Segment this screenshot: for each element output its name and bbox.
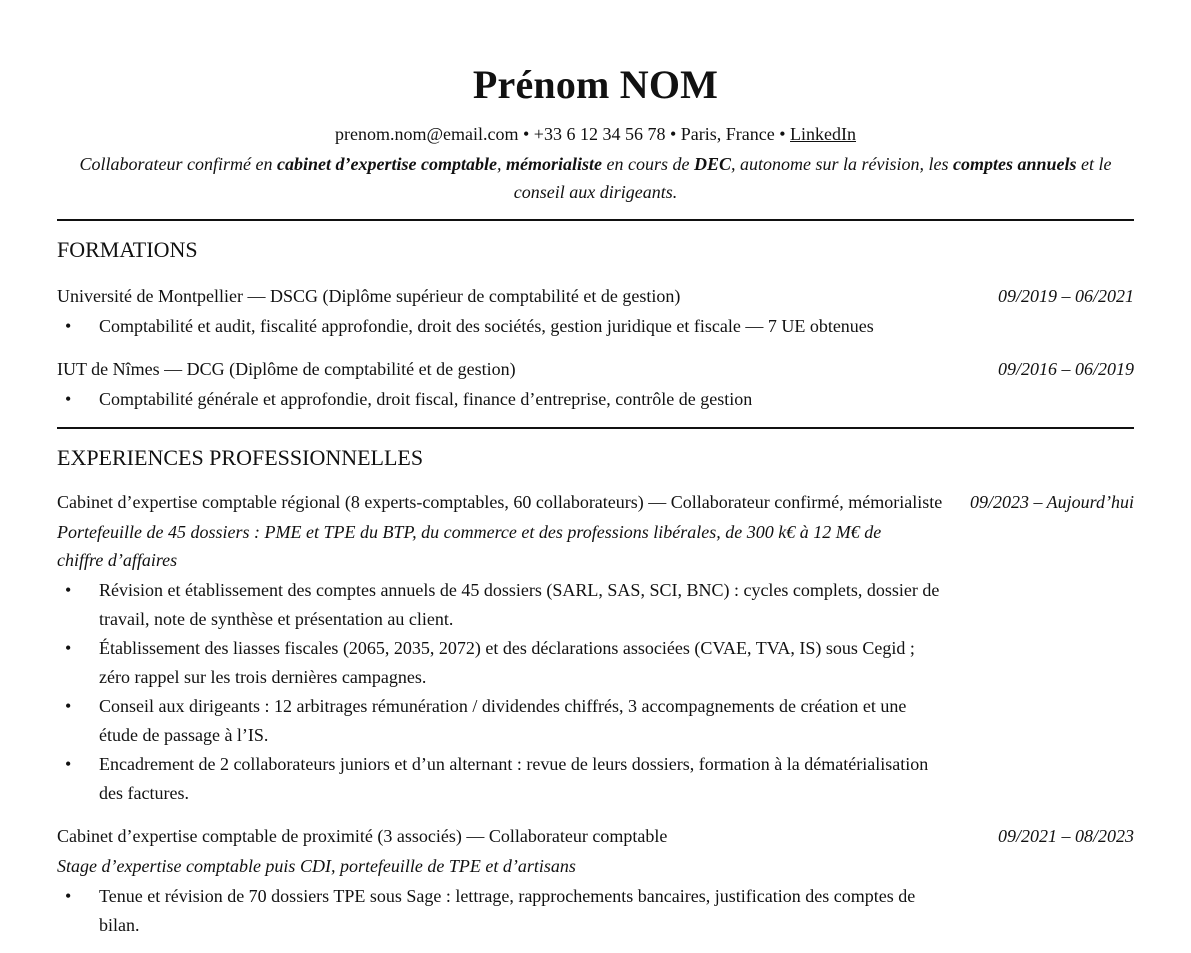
entry-title: Cabinet d’expertise comptable de proximité (3 associés) — Collaborateur comptable [57,826,668,846]
experience-entry [57,488,1134,808]
entry-title: Université de Montpellier — DSCG (Diplôme supérieur de comptabilité et de gestion) [57,286,681,306]
candidate-name: Prénom NOM [472,62,719,107]
tagline-part: , [496,154,506,174]
entry-header [57,822,1134,850]
tagline-highlight: comptes annuels [952,154,1077,174]
entry-date: 09/2023 – Aujourd’hui [969,492,1134,512]
section-divider [57,219,1134,221]
resume-page [57,0,1134,940]
bullet-item: • Tenue et révision de 70 dossiers TPE sous Sage : lettrage, rapprochements bancaires, justification des comptes de bilan. [57,882,944,940]
formations-list [57,282,1134,414]
tagline-highlight: cabinet d’expertise comptable [277,154,497,174]
entry-title: IUT de Nîmes — DCG (Diplôme de comptabilité et de gestion) [57,359,516,379]
entry-date: 09/2016 – 06/2019 [997,359,1134,379]
bullet-item: • Comptabilité et audit, fiscalité approfondie, droit des sociétés, gestion juridique et fiscale — 7 UE obtenues [57,312,1004,341]
entry-bullets [57,312,1134,341]
entry-bullets [57,385,1134,414]
bullet-item: • Encadrement de 2 collaborateurs juniors et d’un alternant : revue de leurs dossiers, formation à la dématérialisation des factures. [57,750,944,808]
experiences-list [57,488,1134,940]
entry-date: 09/2021 – 08/2023 [997,826,1134,846]
bullet-item: • Révision et établissement des comptes annuels de 45 dossiers (SARL, SAS, SCI, BNC) : cycles complets, dossier de travail, note de synthèse et présentation au client. [57,576,944,634]
entry-subtitle: Stage d’expertise comptable puis CDI, portefeuille de TPE et d’artisans [57,856,576,876]
entry-header [57,282,1134,310]
entry-bullets [57,576,1134,808]
tagline-part: en cours de [601,154,694,174]
tagline-highlight: mémorialiste [505,154,602,174]
contact-line [57,122,1134,146]
bullet-item: • Comptabilité générale et approfondie, droit fiscal, finance d’entreprise, contrôle de gestion [57,385,1004,414]
entry-header [57,355,1134,383]
tagline-part: , autonome sur la révision, les [730,154,953,174]
section-title-formations: FORMATIONS [57,237,198,262]
tagline-part: et le conseil aux dirigeants. [513,154,1112,202]
entry-date: 09/2019 – 06/2021 [997,286,1134,306]
profile-tagline [57,150,1134,206]
formation-entry [57,355,1134,414]
entry-header [57,488,1134,516]
section-title-experiences: EXPERIENCES PROFESSIONNELLES [57,445,424,470]
tagline-part: Collaborateur confirmé en [79,154,278,174]
entry-title: Cabinet d’expertise comptable régional (8 experts-comptables, 60 collaborateurs) — Collaborateur confirmé, mémorialiste [57,492,943,512]
formation-entry [57,282,1134,341]
tagline-highlight: DEC [693,154,731,174]
entry-bullets [57,882,1134,940]
bullet-item: • Conseil aux dirigeants : 12 arbitrages rémunération / dividendes chiffrés, 3 accompagnements de création et une étude de passage à l’IS. [57,692,944,750]
experience-entry [57,822,1134,940]
bullet-item: • Établissement des liasses fiscales (2065, 2035, 2072) et des déclarations associées (CVAE, TVA, IS) sous Cegid ; zéro rappel sur les trois dernières campagnes. [57,634,944,692]
contact-text: prenom.nom@email.com • +33 6 12 34 56 78 • Paris, France • [334,124,791,144]
section-divider [57,427,1134,429]
entry-subtitle: Portefeuille de 45 dossiers : PME et TPE du BTP, du commerce et des professions libérales, de 300 k€ à 12 M€ de chiffre d’affaires [57,522,882,570]
linkedin-link[interactable]: LinkedIn [790,124,857,144]
